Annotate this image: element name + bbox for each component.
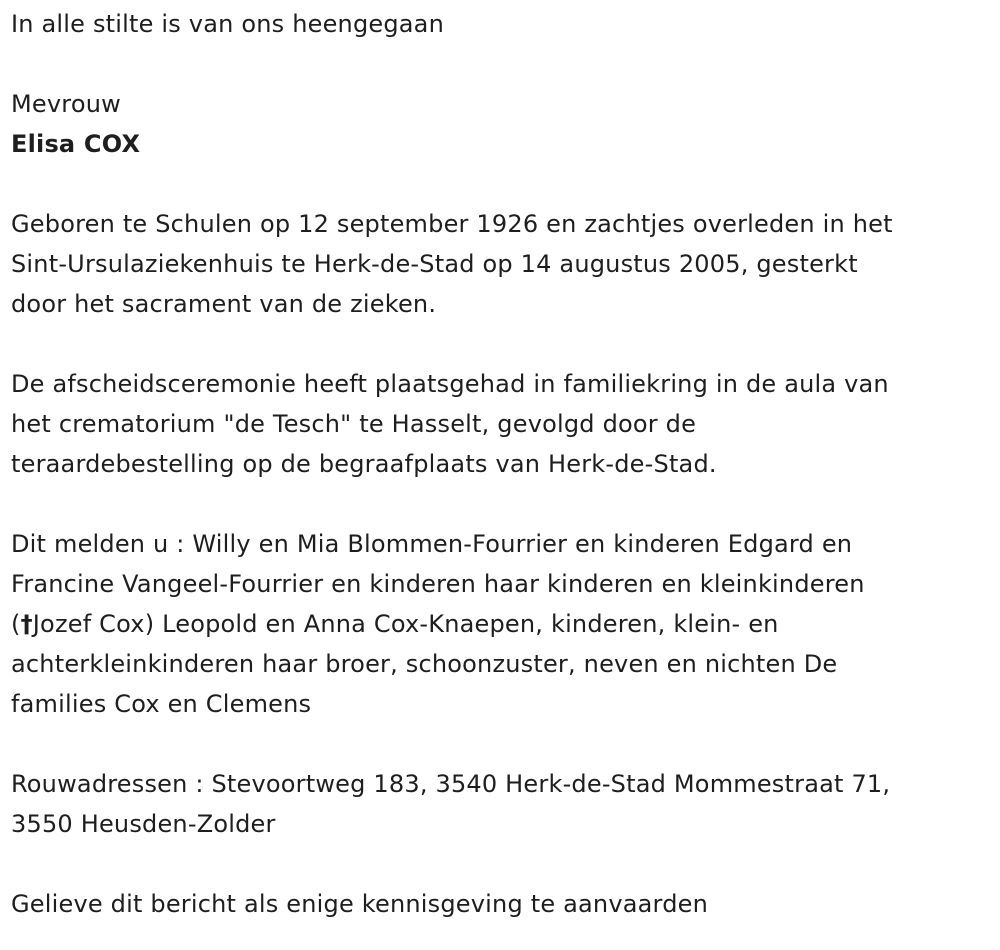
intro-line: In alle stilte is van ons heengegaan xyxy=(11,10,445,38)
spacer xyxy=(11,844,991,884)
spacer xyxy=(11,484,991,524)
ceremony-paragraph: De afscheidsceremonie heeft plaatsgehad in familiekring in de aula van het crematorium "de Tesch" te Hasselt, gevolgd door de teraardebestelling op de begraafplaats van Herk-de-Stad. xyxy=(11,370,889,478)
birth-death-paragraph: Geboren te Schulen op 12 september 1926 en zachtjes overleden in het Sint-Ursulaziekenhuis te Herk-de-Stad op 14 augustus 2005, gesterkt door het sacrament van de zieken. xyxy=(11,210,893,318)
announcers-paragraph xyxy=(11,524,991,724)
spacer xyxy=(11,44,991,84)
deceased-name: Elisa COX xyxy=(11,130,141,158)
announcers-text-end: Jozef Cox) Leopold en Anna Cox-Knaepen, kinderen, klein- en achterkleinkinderen haar broer, schoonzuster, neven en nichten De families Cox en Clemens xyxy=(11,610,838,718)
death-notice xyxy=(11,4,991,924)
spacer xyxy=(11,724,991,764)
announcers-text-start: Dit melden u : Willy en Mia Blommen-Fourrier en kinderen Edgard en Francine Vangeel-Fourrier en kinderen haar kinderen en kleinkinderen ( xyxy=(11,530,865,638)
title-prefix: Mevrouw xyxy=(11,90,121,118)
cross-icon: † xyxy=(20,610,33,638)
addresses-paragraph: Rouwadressen : Stevoortweg 183, 3540 Herk-de-Stad Mommestraat 71, 3550 Heusden-Zolder xyxy=(11,770,891,838)
spacer xyxy=(11,324,991,364)
spacer xyxy=(11,164,991,204)
closing-line: Gelieve dit bericht als enige kennisgeving te aanvaarden xyxy=(11,890,709,918)
